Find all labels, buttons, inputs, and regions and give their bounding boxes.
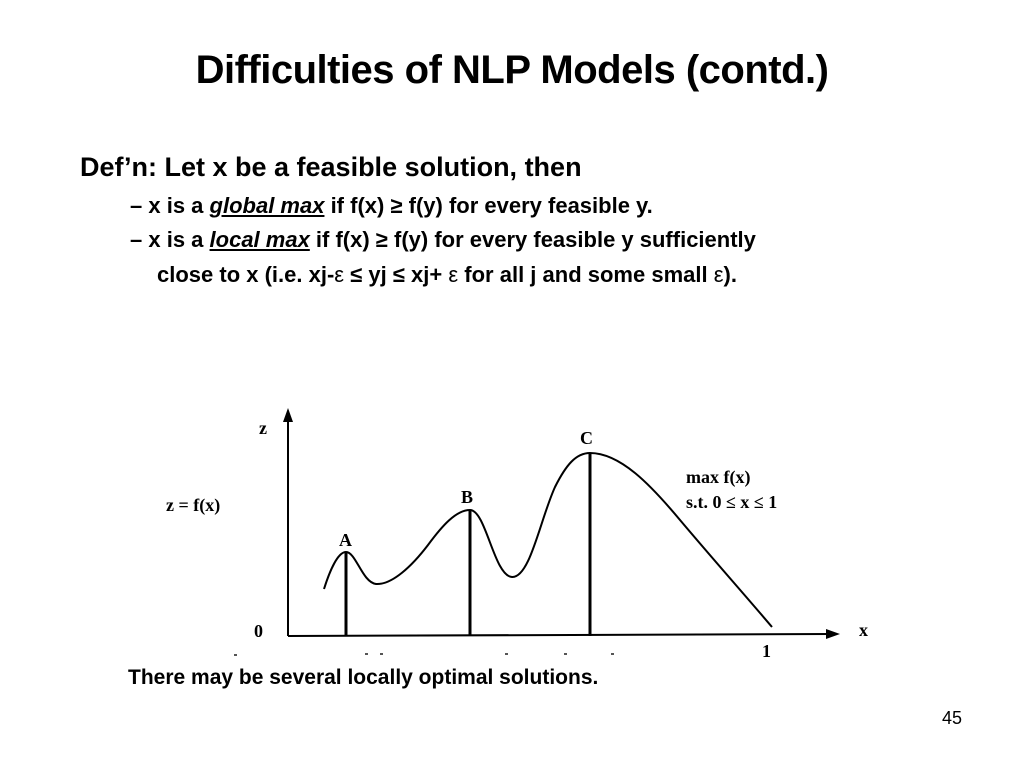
page-number: 45 — [941, 708, 962, 728]
continuation-part-c: for all j and some small — [458, 262, 714, 287]
continuation-part-d: ). — [723, 262, 737, 287]
point-b-label: B — [461, 487, 474, 507]
x-end-label: 1 — [762, 641, 771, 661]
origin-label: 0 — [254, 621, 263, 641]
point-a-label: A — [339, 530, 352, 550]
point-c-label: C — [580, 428, 593, 448]
bullet-text-prefix: x is a — [148, 193, 210, 218]
epsilon-symbol: ε — [334, 262, 345, 287]
continuation-part-a: close to x (i.e. xj- — [157, 262, 335, 287]
epsilon-symbol: ε — [713, 262, 724, 287]
bullet-text-prefix: x is a — [148, 227, 210, 252]
x-axis-arrowhead — [826, 629, 840, 639]
bullet-text-suffix: if f(x) ≥ f(y) for every feasible y sufficiently — [309, 227, 756, 252]
z-axis-label: z — [259, 418, 267, 438]
bullet-text-suffix: if f(x) ≥ f(y) for every feasible y. — [324, 193, 653, 218]
continuation-part-b: ≤ yj ≤ xj+ — [344, 262, 449, 287]
x-axis-label: x — [859, 620, 868, 640]
slide-title: Difficulties of NLP Models (contd.) — [195, 48, 829, 92]
x-axis — [288, 634, 832, 636]
epsilon-symbol: ε — [448, 262, 459, 287]
z-axis-arrowhead — [283, 408, 293, 422]
term-local-max: local max — [209, 227, 310, 252]
definition-heading: Def’n: Let x be a feasible solution, then — [80, 152, 582, 182]
function-label: z = f(x) — [166, 495, 221, 515]
bullet-dash: – — [130, 193, 143, 218]
term-global-max: global max — [209, 193, 325, 218]
figure-caption: There may be several locally optimal solutions. — [128, 666, 599, 689]
bullet-dash: – — [130, 227, 143, 252]
problem-objective: max f(x) — [686, 467, 751, 487]
problem-constraint: s.t. 0 ≤ x ≤ 1 — [686, 492, 778, 512]
axis-tick-marks — [234, 653, 614, 656]
